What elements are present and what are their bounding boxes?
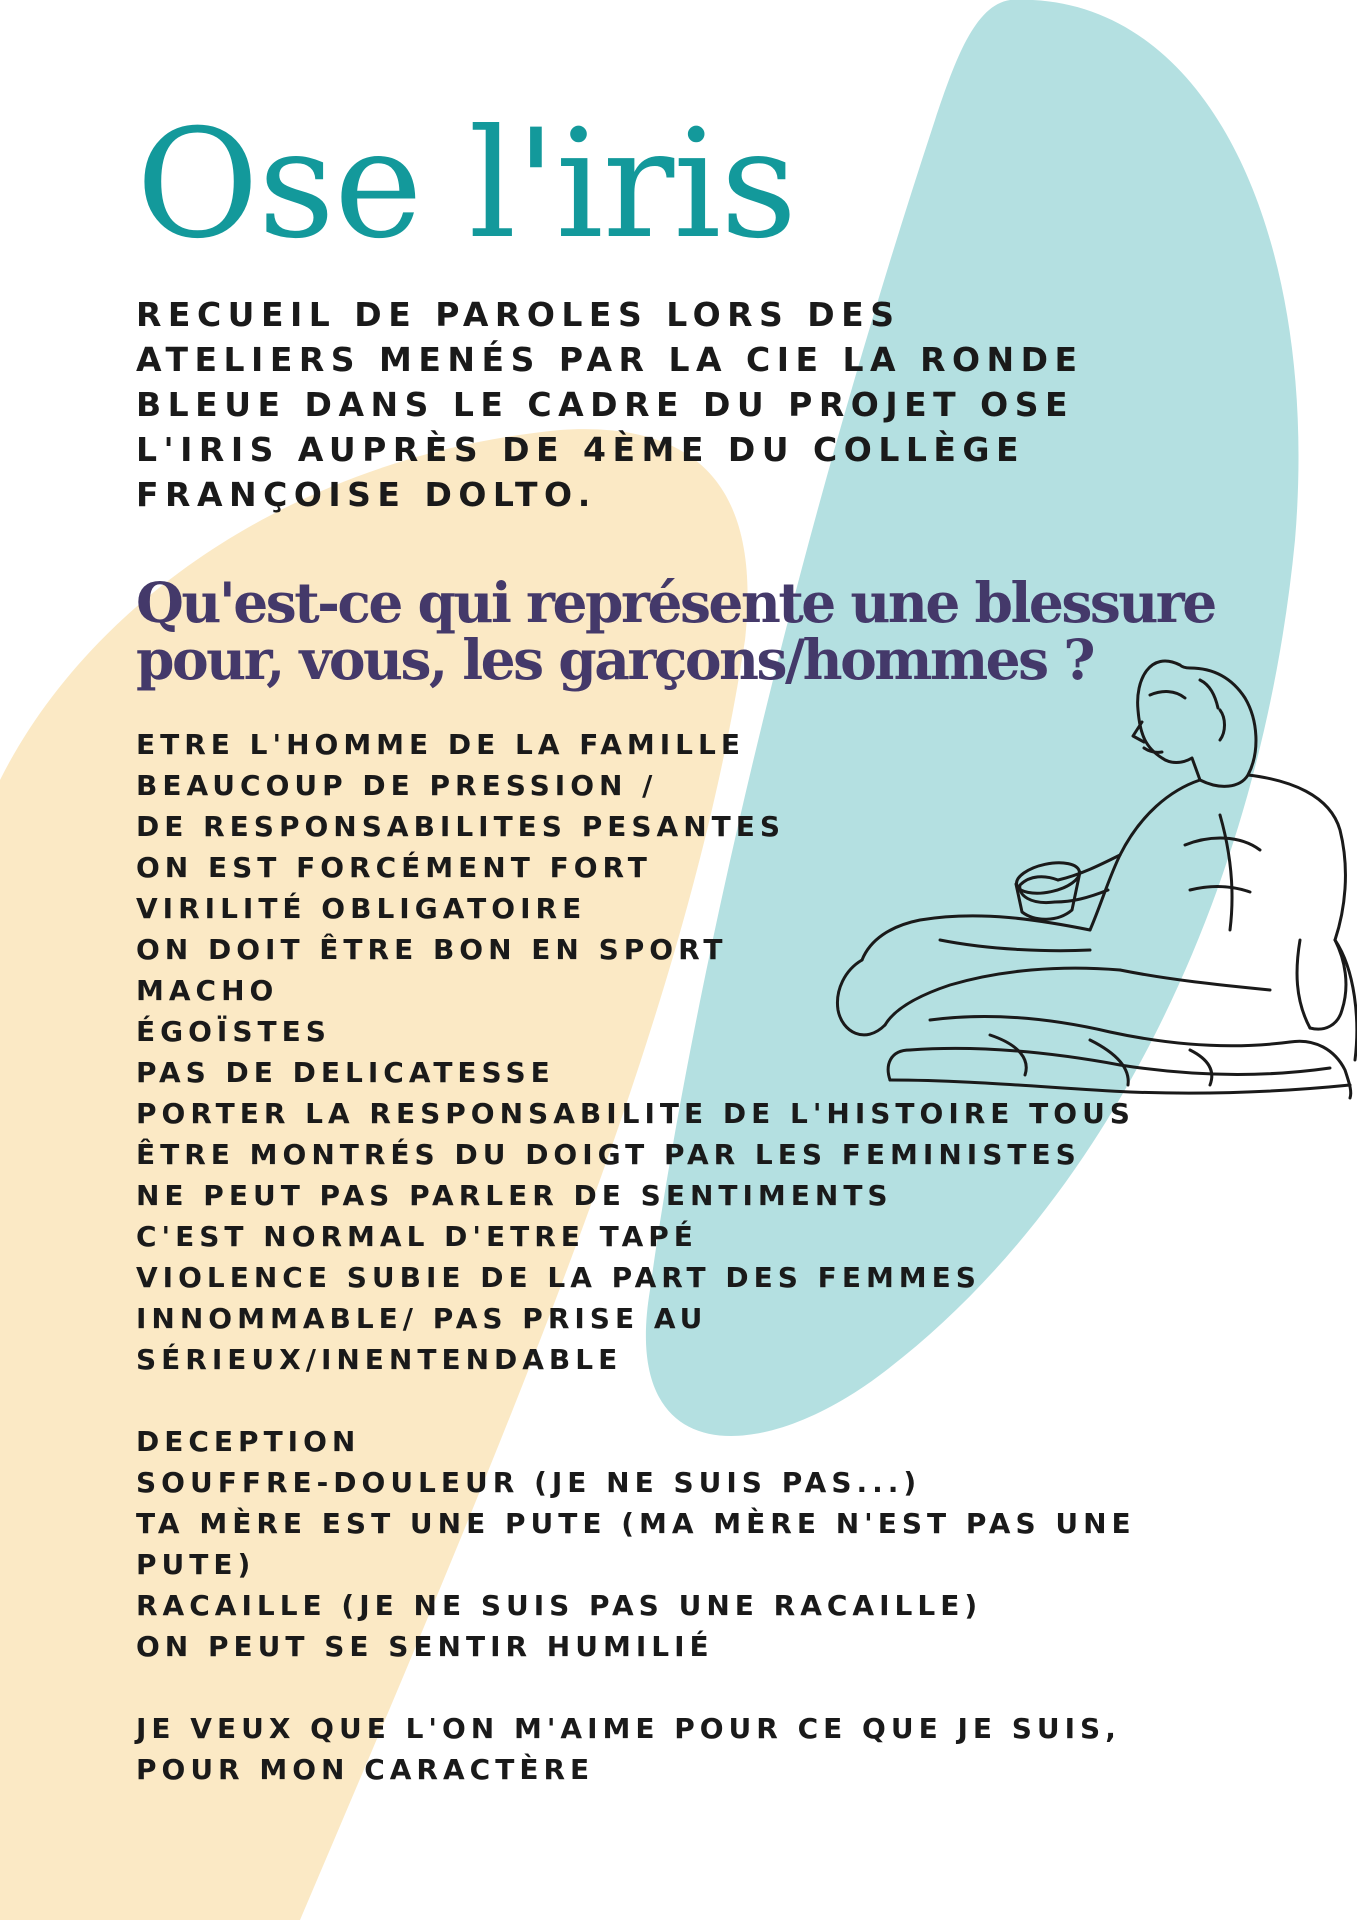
intro-text	[136, 292, 1176, 517]
intro-line: RECUEIL DE PAROLES LORS DES	[136, 295, 901, 334]
intro-line: ATELIERS MENÉS PAR LA CIE LA RONDE	[136, 340, 1084, 379]
answer-line: SÉRIEUX/INENTENDABLE	[136, 1343, 623, 1376]
page-title: Ose l'iris	[136, 98, 797, 272]
answer-line: DE RESPONSABILITES PESANTES	[136, 810, 786, 843]
intro-line: FRANÇOISE DOLTO.	[136, 475, 597, 514]
answer-line: ON EST FORCÉMENT FORT	[136, 851, 652, 884]
answer-line: PAS DE DELICATESSE	[136, 1056, 555, 1089]
answer-line: INNOMMABLE/ PAS PRISE AU	[136, 1302, 708, 1335]
answer-line: C'EST NORMAL D'ETRE TAPÉ	[136, 1220, 698, 1253]
question-line: Qu'est-ce qui représente une blessure	[136, 570, 1215, 635]
question-heading	[136, 570, 1256, 692]
answer-line: ON PEUT SE SENTIR HUMILIÉ	[136, 1630, 714, 1663]
answer-line: DECEPTION	[136, 1425, 361, 1458]
answer-line: JE VEUX QUE L'ON M'AIME POUR CE QUE JE SUIS,	[136, 1712, 1121, 1745]
answer-line: SOUFFRE-DOULEUR (JE NE SUIS PAS...)	[136, 1466, 922, 1499]
intro-line: BLEUE DANS LE CADRE DU PROJET OSE	[136, 385, 1075, 424]
answer-line: ETRE L'HOMME DE LA FAMILLE	[136, 728, 745, 761]
answer-line: NE PEUT PAS PARLER DE SENTIMENTS	[136, 1179, 893, 1212]
answers-group	[136, 1708, 1236, 1790]
answer-line: TA MÈRE EST UNE PUTE (MA MÈRE N'EST PAS UNE	[136, 1507, 1136, 1540]
answer-line: POUR MON CARACTÈRE	[136, 1753, 595, 1786]
answer-line: ÊTRE MONTRÉS DU DOIGT PAR LES FEMINISTES	[136, 1138, 1081, 1171]
answers-group	[136, 1421, 1236, 1667]
answer-line: PUTE)	[136, 1548, 256, 1581]
answer-line: VIOLENCE SUBIE DE LA PART DES FEMMES	[136, 1261, 981, 1294]
answer-line: ON DOIT ÊTRE BON EN SPORT	[136, 933, 728, 966]
answers-list	[136, 724, 1236, 1831]
question-line: pour, vous, les garçons/hommes ?	[136, 627, 1093, 692]
answer-line: ÉGOÏSTES	[136, 1015, 331, 1048]
intro-line: L'IRIS AUPRÈS DE 4ÈME DU COLLÈGE	[136, 430, 1026, 469]
answers-group	[136, 724, 1236, 1380]
answer-line: BEAUCOUP DE PRESSION /	[136, 769, 658, 802]
answer-line: PORTER LA RESPONSABILITE DE L'HISTOIRE TOUS	[136, 1097, 1135, 1130]
answer-line: MACHO	[136, 974, 279, 1007]
answer-line: RACAILLE (JE NE SUIS PAS UNE RACAILLE)	[136, 1589, 983, 1622]
answer-line: VIRILITÉ OBLIGATOIRE	[136, 892, 587, 925]
